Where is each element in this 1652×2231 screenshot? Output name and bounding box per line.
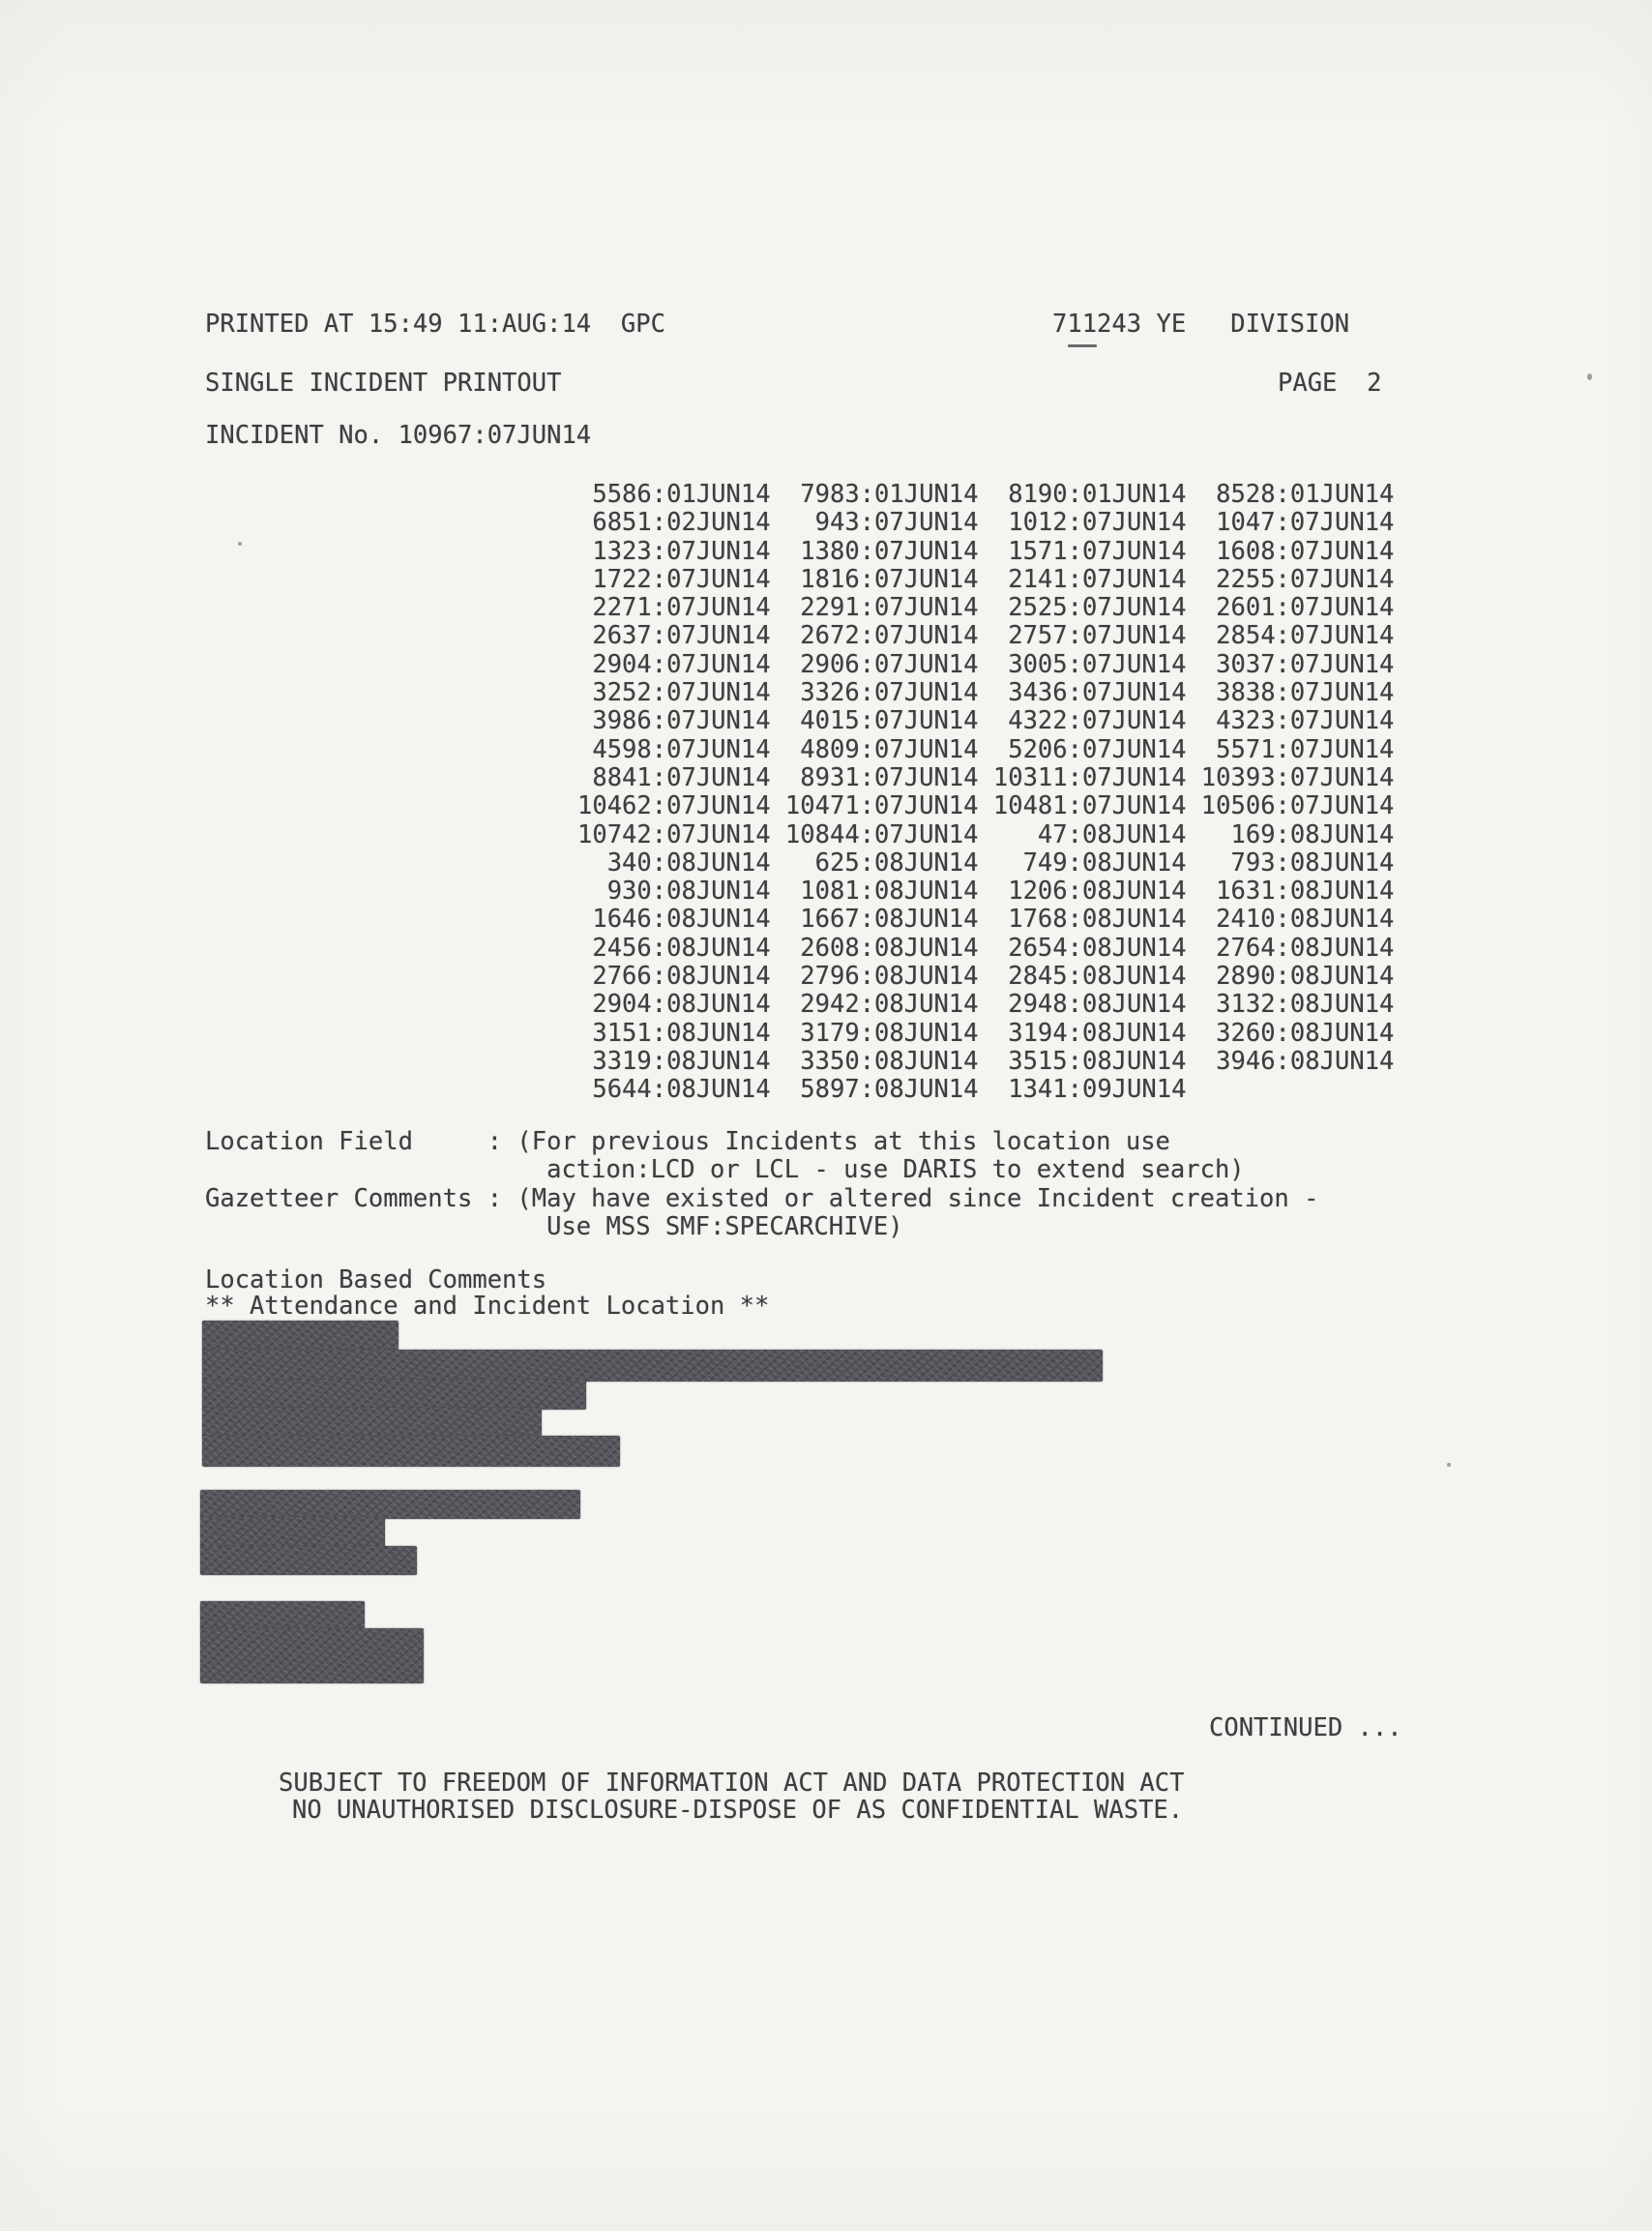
incident-list-row: 3986:07JUN14 4015:07JUN14 4322:07JUN14 4323:07JUN14	[577, 706, 1395, 736]
incident-list-row: 8841:07JUN14 8931:07JUN14 10311:07JUN14 10393:07JUN14	[577, 762, 1395, 792]
scan-speck	[238, 542, 242, 546]
continued-label: CONTINUED ...	[1209, 1713, 1402, 1742]
incident-list-row: 2456:08JUN14 2608:08JUN14 2654:08JUN14 2764:08JUN14	[577, 933, 1395, 963]
foi-notice-line1: SUBJECT TO FREEDOM OF INFORMATION ACT AND DATA PROTECTION ACT	[279, 1769, 1185, 1798]
incident-list-row: 3319:08JUN14 3350:08JUN14 3515:08JUN14 3946:08JUN14	[577, 1046, 1395, 1076]
incident-list-row: 10462:07JUN14 10471:07JUN14 10481:07JUN14 10506:07JUN14	[577, 791, 1395, 821]
location-info-line: action:LCD or LCL - use DARIS to extend search)	[205, 1155, 1245, 1185]
printed-at-line: PRINTED AT 15:49 11:AUG:14 GPC	[205, 310, 665, 339]
incident-date-list	[577, 481, 1394, 1105]
incident-list-row: 5586:01JUN14 7983:01JUN14 8190:01JUN14 8528:01JUN14	[577, 480, 1395, 509]
attendance-location-subheading: ** Attendance and Incident Location **	[205, 1292, 770, 1321]
redaction-block	[200, 1517, 385, 1548]
incident-list-row: 6851:02JUN14 943:07JUN14 1012:07JUN14 1047:07JUN14	[577, 508, 1395, 538]
incident-list-row: 2637:07JUN14 2672:07JUN14 2757:07JUN14 2854:07JUN14	[577, 621, 1395, 651]
location-info-block	[205, 1128, 1318, 1241]
redaction-block	[202, 1321, 398, 1352]
incident-list-row: 10742:07JUN14 10844:07JUN14 47:08JUN14 169:08JUN14	[577, 819, 1395, 849]
redaction-block	[200, 1601, 365, 1630]
incident-list-row: 2766:08JUN14 2796:08JUN14 2845:08JUN14 2890:08JUN14	[577, 962, 1395, 992]
incident-list-row: 2271:07JUN14 2291:07JUN14 2525:07JUN14 2601:07JUN14	[577, 593, 1395, 623]
incident-list-row: 1646:08JUN14 1667:08JUN14 1768:08JUN14 2410:08JUN14	[577, 905, 1395, 935]
scan-speck	[1447, 1463, 1451, 1467]
incident-list-row: 3151:08JUN14 3179:08JUN14 3194:08JUN14 3260:08JUN14	[577, 1018, 1395, 1048]
incident-list-row: 340:08JUN14 625:08JUN14 749:08JUN14 793:08JUN14	[577, 848, 1395, 878]
incident-list-row: 1722:07JUN14 1816:07JUN14 2141:07JUN14 2255:07JUN14	[577, 564, 1395, 594]
redaction-block	[200, 1628, 424, 1683]
redaction-block	[202, 1380, 586, 1410]
redaction-block	[202, 1408, 542, 1438]
incident-list-row: 2904:07JUN14 2906:07JUN14 3005:07JUN14 3037:07JUN14	[577, 649, 1395, 679]
redaction-block	[202, 1350, 1103, 1382]
incident-list-row: 4598:07JUN14 4809:07JUN14 5206:07JUN14 5571:07JUN14	[577, 734, 1395, 764]
redaction-block	[202, 1436, 620, 1467]
page-number-label: PAGE 2	[1278, 369, 1382, 398]
incident-list-row: 930:08JUN14 1081:08JUN14 1206:08JUN14 1631:08JUN14	[577, 877, 1395, 907]
incident-list-row: 5644:08JUN14 5897:08JUN14 1341:09JUN14	[577, 1075, 1187, 1105]
redaction-block	[200, 1546, 417, 1575]
scan-underline-artifact	[1068, 344, 1097, 347]
location-info-line: Location Field : (For previous Incidents at this location use	[205, 1127, 1170, 1156]
scan-speck	[1587, 373, 1592, 380]
foi-notice-line2: NO UNAUTHORISED DISCLOSURE-DISPOSE OF AS CONFIDENTIAL WASTE.	[292, 1796, 1184, 1825]
incident-list-row: 1323:07JUN14 1380:07JUN14 1571:07JUN14 1608:07JUN14	[577, 536, 1395, 566]
redaction-block	[200, 1490, 580, 1519]
location-info-line: Use MSS SMF:SPECARCHIVE)	[205, 1211, 903, 1241]
division-reference: 711243 YE DIVISION	[1052, 310, 1350, 339]
location-info-line: Gazetteer Comments : (May have existed or altered since Incident creation -	[205, 1183, 1319, 1213]
incident-list-row: 3252:07JUN14 3326:07JUN14 3436:07JUN14 3838:07JUN14	[577, 678, 1395, 708]
page-title: SINGLE INCIDENT PRINTOUT	[205, 369, 562, 398]
incident-list-row: 2904:08JUN14 2942:08JUN14 2948:08JUN14 3132:08JUN14	[577, 990, 1395, 1020]
location-comments-heading: Location Based Comments	[205, 1265, 547, 1294]
incident-number-line: INCIDENT No. 10967:07JUN14	[205, 421, 592, 450]
